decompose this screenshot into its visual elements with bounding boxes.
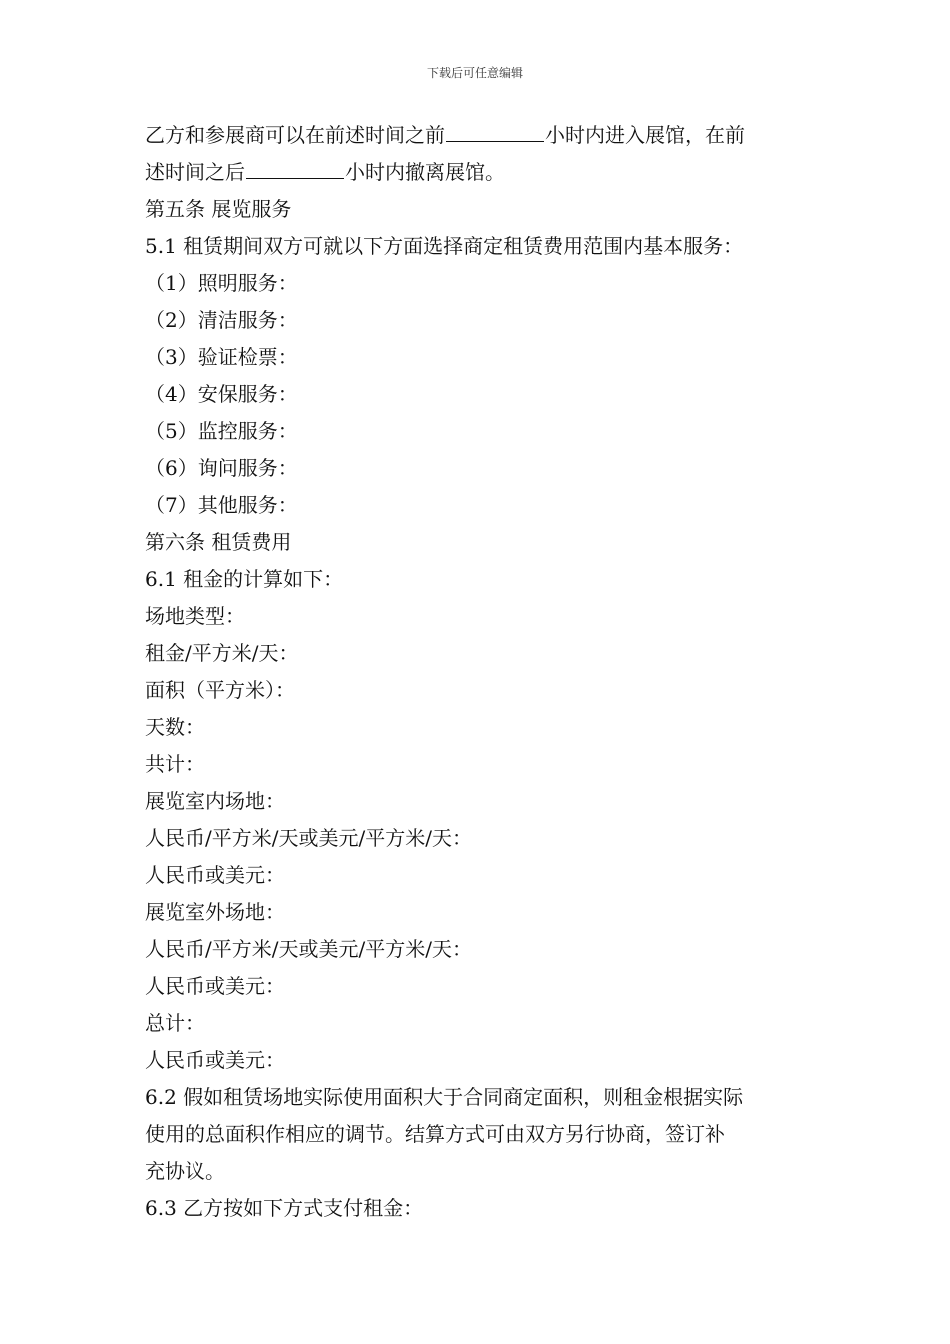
list-item: （1）照明服务：	[145, 271, 298, 295]
document-body	[145, 117, 810, 1227]
clause-text: 5.1 租赁期间双方可就以下方面选择商定租赁费用范围内基本服务：	[145, 234, 744, 258]
section-heading: 第六条 租赁费用	[145, 530, 292, 554]
list-item: （4）安保服务：	[145, 382, 298, 406]
intro-text: 述时间之后	[145, 160, 245, 184]
clause-text: 6.1 租金的计算如下：	[145, 567, 344, 591]
list-item: （7）其他服务：	[145, 493, 298, 517]
field-label: 总计：	[145, 1011, 205, 1035]
clause-text: 6.2 假如租赁场地实际使用面积大于合同商定面积，则租金根据实际	[145, 1085, 744, 1109]
list-item: （5）监控服务：	[145, 419, 298, 443]
intro-text: 小时内撤离展馆。	[345, 160, 505, 184]
clause-text: 6.3 乙方按如下方式支付租金：	[145, 1196, 424, 1220]
field-label: 共计：	[145, 752, 205, 776]
field-label: 人民币或美元：	[145, 863, 285, 887]
intro-text: 乙方和参展商可以在前述时间之前	[145, 123, 445, 147]
field-label: 租金/平方米/天：	[145, 641, 299, 665]
intro-line-2	[145, 154, 810, 191]
page-header: 下载后可任意编辑	[426, 66, 523, 80]
intro-text: 小时内进入展馆，在前	[545, 123, 745, 147]
field-label: 人民币或美元：	[145, 1048, 285, 1072]
clause-text: 使用的总面积作相应的调节。结算方式可由双方另行协商，签订补	[145, 1122, 725, 1146]
section-heading: 第五条 展览服务	[145, 197, 292, 221]
field-label: 人民币或美元：	[145, 974, 285, 998]
field-label: 面积（平方米）：	[145, 678, 295, 702]
field-label: 展览室外场地：	[145, 900, 285, 924]
fill-in-blank	[446, 119, 544, 142]
list-item: （6）询问服务：	[145, 456, 298, 480]
list-item: （3）验证检票：	[145, 345, 298, 369]
clause-text: 充协议。	[145, 1159, 225, 1183]
field-label: 人民币/平方米/天或美元/平方米/天：	[145, 826, 472, 850]
field-label: 天数：	[145, 715, 205, 739]
list-item: （2）清洁服务：	[145, 308, 298, 332]
field-label: 展览室内场地：	[145, 789, 285, 813]
intro-line-1	[145, 117, 810, 154]
fill-in-blank	[246, 156, 344, 179]
field-label: 场地类型：	[145, 604, 245, 628]
field-label: 人民币/平方米/天或美元/平方米/天：	[145, 937, 472, 961]
